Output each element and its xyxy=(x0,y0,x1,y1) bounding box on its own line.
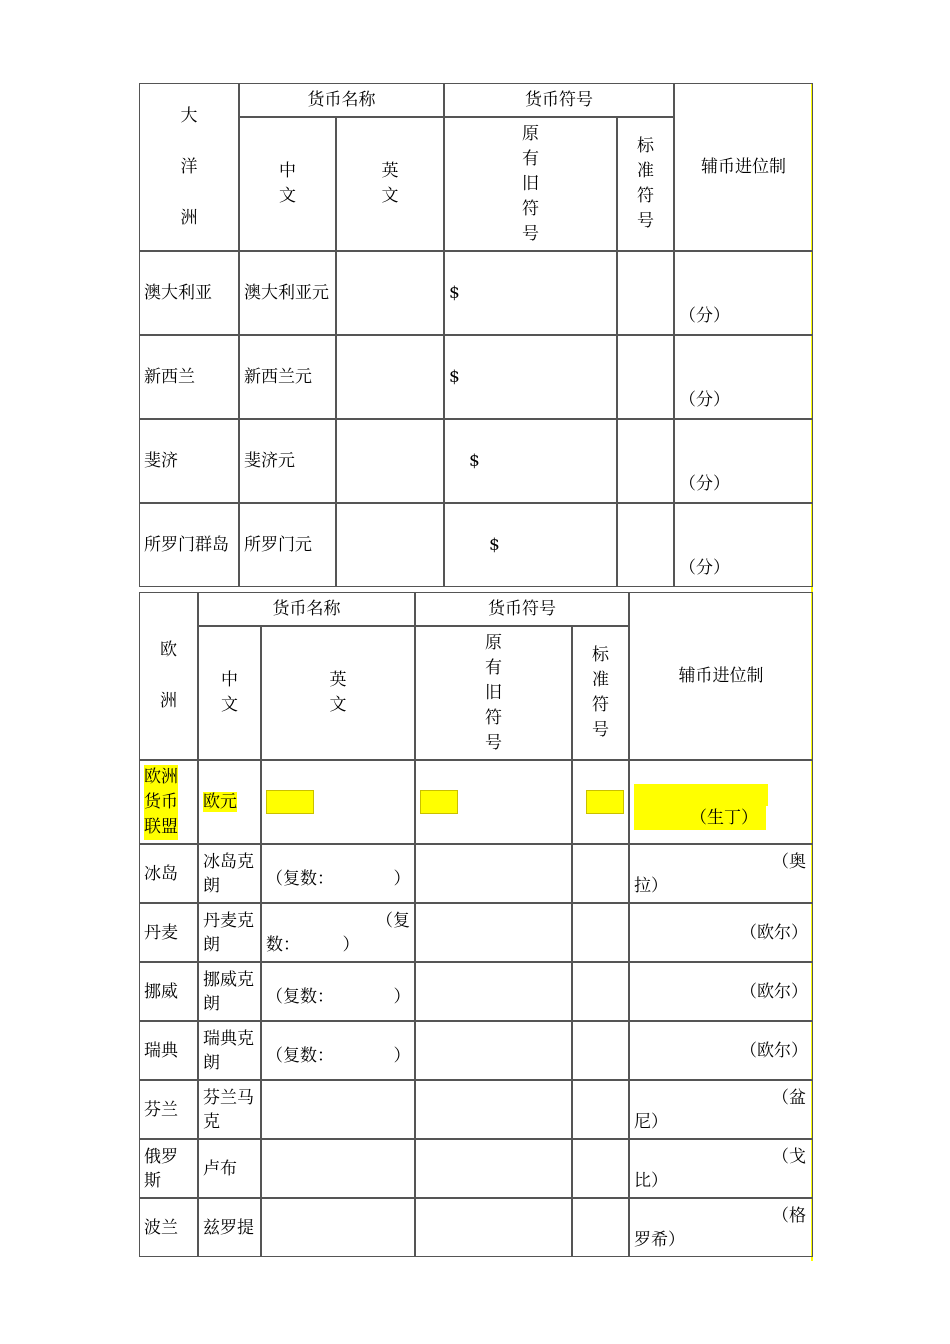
subunit-cell: （格罗希） xyxy=(629,1198,813,1257)
header-chinese: 中文 xyxy=(198,626,261,760)
symbol-cell: $ xyxy=(444,335,617,419)
region-char: 洲 xyxy=(180,207,198,228)
region-char: 洋 xyxy=(180,156,198,177)
subunit-cell: （分） xyxy=(674,503,813,587)
symbol-cell: $ xyxy=(444,419,617,503)
symbol-cell xyxy=(415,1139,572,1198)
subunit-cell: （戈比） xyxy=(629,1139,813,1198)
country-cell: 斐济 xyxy=(139,419,239,503)
header-subunit: 辅币进位制 xyxy=(674,83,813,251)
subunit-cell: （欧尔） xyxy=(629,903,813,962)
english-cell: （复数： ） xyxy=(261,1021,415,1080)
table-row xyxy=(139,1080,813,1139)
country-cell: 芬兰 xyxy=(139,1080,198,1139)
symbol-cell xyxy=(415,844,572,903)
standard-symbol-cell xyxy=(617,503,674,587)
currency-cell: 丹麦克朗 xyxy=(198,903,261,962)
subunit-cell: （欧尔） xyxy=(629,962,813,1021)
currency-cell: 卢布 xyxy=(198,1139,261,1198)
currency-cell: 芬兰马克 xyxy=(198,1080,261,1139)
header-currency-symbol: 货币符号 xyxy=(415,592,629,626)
english-cell xyxy=(336,503,444,587)
region-char: 欧 xyxy=(160,640,177,660)
country-cell: 波兰 xyxy=(139,1198,198,1257)
subunit-cell: （盆尼） xyxy=(629,1080,813,1139)
country-cell: 瑞典 xyxy=(139,1021,198,1080)
header-english: 英文 xyxy=(261,626,415,760)
standard-symbol-cell xyxy=(572,1198,629,1257)
symbol-cell xyxy=(415,903,572,962)
subunit-cell: （欧尔） xyxy=(629,1021,813,1080)
subunit-cell: （生丁） xyxy=(629,760,813,844)
table-row xyxy=(139,844,813,903)
country-cell: 欧洲货币联盟 xyxy=(139,760,198,844)
header-subunit: 辅币进位制 xyxy=(629,592,813,760)
standard-symbol-cell xyxy=(572,1139,629,1198)
subunit-cell: （分） xyxy=(674,335,813,419)
table-row xyxy=(139,962,813,1021)
header-standard-symbol: 标准符号 xyxy=(617,117,674,251)
english-cell xyxy=(261,1198,415,1257)
country-cell: 挪威 xyxy=(139,962,198,1021)
symbol-cell xyxy=(415,1021,572,1080)
english-cell: （复数： ） xyxy=(261,903,415,962)
symbol-cell xyxy=(415,1198,572,1257)
header-currency-name: 货币名称 xyxy=(198,592,415,626)
standard-symbol-cell xyxy=(572,962,629,1021)
currency-cell: 新西兰元 xyxy=(239,335,336,419)
country-cell: 丹麦 xyxy=(139,903,198,962)
standard-symbol-cell xyxy=(572,1080,629,1139)
currency-cell: 欧元 xyxy=(198,760,261,844)
header-old-symbol: 原有旧符号 xyxy=(444,117,617,251)
header-chinese: 中文 xyxy=(239,117,336,251)
table-row xyxy=(139,760,813,844)
english-cell: （复数： ） xyxy=(261,844,415,903)
table-row xyxy=(139,1198,813,1257)
country-cell: 所罗门群岛 xyxy=(139,503,239,587)
subunit-cell: （奥拉） xyxy=(629,844,813,903)
europe-currency-table xyxy=(139,592,813,1257)
standard-symbol-cell xyxy=(617,335,674,419)
region-char: 洲 xyxy=(160,691,177,711)
symbol-cell xyxy=(415,1080,572,1139)
oceania-currency-table xyxy=(139,83,813,587)
symbol-cell: $ xyxy=(444,503,617,587)
region-cell xyxy=(139,592,198,760)
english-cell xyxy=(261,760,415,844)
header-english: 英文 xyxy=(336,117,444,251)
header-currency-name: 货币名称 xyxy=(239,83,444,117)
country-cell: 冰岛 xyxy=(139,844,198,903)
symbol-cell xyxy=(415,760,572,844)
table-row xyxy=(139,1021,813,1080)
currency-cell: 冰岛克朗 xyxy=(198,844,261,903)
table-row xyxy=(139,1139,813,1198)
english-cell xyxy=(261,1139,415,1198)
currency-cell: 所罗门元 xyxy=(239,503,336,587)
english-cell xyxy=(336,335,444,419)
country-cell: 新西兰 xyxy=(139,335,239,419)
english-cell: （复数： ） xyxy=(261,962,415,1021)
standard-symbol-cell xyxy=(572,844,629,903)
header-standard-symbol: 标准符号 xyxy=(572,626,629,760)
english-cell xyxy=(336,251,444,335)
table-row xyxy=(139,503,813,587)
currency-cell: 兹罗提 xyxy=(198,1198,261,1257)
symbol-cell: $ xyxy=(444,251,617,335)
english-cell xyxy=(261,1080,415,1139)
english-cell xyxy=(336,419,444,503)
table-row xyxy=(139,419,813,503)
country-cell: 俄罗斯 xyxy=(139,1139,198,1198)
header-old-symbol: 原有旧符号 xyxy=(415,626,572,760)
currency-cell: 澳大利亚元 xyxy=(239,251,336,335)
currency-cell: 斐济元 xyxy=(239,419,336,503)
table-row xyxy=(139,335,813,419)
subunit-cell: （分） xyxy=(674,419,813,503)
standard-symbol-cell xyxy=(572,1021,629,1080)
region-char: 大 xyxy=(180,105,198,126)
country-cell: 澳大利亚 xyxy=(139,251,239,335)
region-cell xyxy=(139,83,239,251)
standard-symbol-cell xyxy=(572,760,629,844)
standard-symbol-cell xyxy=(617,251,674,335)
header-currency-symbol: 货币符号 xyxy=(444,83,674,117)
table-row xyxy=(139,903,813,962)
standard-symbol-cell xyxy=(572,903,629,962)
subunit-cell: （分） xyxy=(674,251,813,335)
currency-cell: 挪威克朗 xyxy=(198,962,261,1021)
standard-symbol-cell xyxy=(617,419,674,503)
currency-cell: 瑞典克朗 xyxy=(198,1021,261,1080)
symbol-cell xyxy=(415,962,572,1021)
table-row xyxy=(139,251,813,335)
